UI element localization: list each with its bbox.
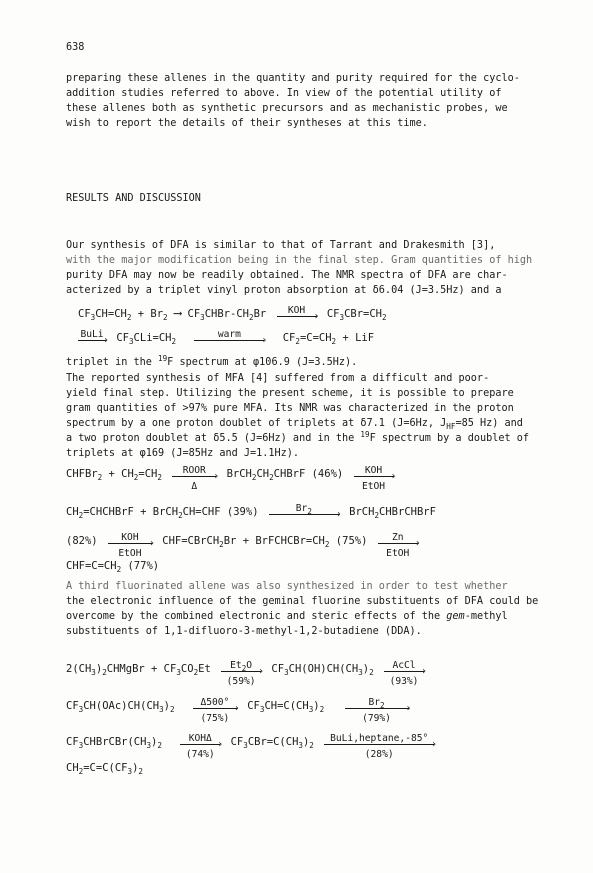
reagent-label: AcCl xyxy=(392,660,416,671)
reagent-label: Et xyxy=(230,660,242,671)
reaction-arrow: $Br_2$ › (79%) xyxy=(345,708,409,709)
reaction-arrow: KOHΔ › (74%) xyxy=(180,744,220,745)
reagent-label: EtOH xyxy=(386,548,410,559)
dfa-19f-line xyxy=(66,355,357,370)
scheme-mfa-line-1: CHFBr$_2$ + $CH_2=CH_2$ ROOR › Δ $BrCH_2CH_2CHBrF$ (46%) KOH › EtOH xyxy=(66,465,397,492)
text-line: the electronic influence of the geminal fluorine substituents of DFA could be xyxy=(66,596,539,607)
scheme-dda-line-1: $2(CH_3)_2CHMgBr + CF_3CO_2Et$ $Et_2O$ › (59%) $CF_3CH(OH)CH(CH_3)_2$ AcCl › (93%) xyxy=(66,660,428,687)
subscript: 2 xyxy=(380,701,385,710)
reagent-label: Δ500° xyxy=(200,697,230,708)
reagent-label: KOH xyxy=(364,465,383,476)
reaction-arrow: AcCl › (93%) xyxy=(384,671,424,672)
reaction-arrow: $Br_2$ › xyxy=(269,514,339,515)
scheme-mfa-line-4: $CHF=C=CH_2$ (77%) xyxy=(66,560,160,574)
text-line: addition studies referred to above. In view of the potential utility of xyxy=(66,88,502,99)
text-line xyxy=(66,431,536,446)
text-run: spectrum by a one proton doublet of triplets at δ7.1 (J=6Hz, J xyxy=(66,418,447,429)
page-number: 638 xyxy=(66,42,85,53)
reaction-arrow: BuLi,heptane,-85° › (28%) xyxy=(324,744,434,745)
reaction-arrow: KOH › xyxy=(277,316,317,317)
text-line: yield final step. Utilizing the present scheme, it is possible to prepare xyxy=(66,388,514,399)
yield-label: (77%) xyxy=(127,560,160,572)
scheme-dda-line-4: $CH_2=C=C(CF_3)_2$ xyxy=(66,762,143,776)
reagent-label: KOHΔ xyxy=(188,733,212,744)
text-line xyxy=(66,416,536,431)
text-run: a two proton doublet at δ5.5 (J=6Hz) and in the xyxy=(66,433,361,444)
text-line: with the major modification being in the final step. Gram quantities of high xyxy=(66,255,533,266)
scheme-dda-line-3: $CF_3CHBrCBr(CH_3)_2$ KOHΔ › (74%) $CF_3CBr=C(CH_3)_2$ BuLi,heptane,-85° › (28%) xyxy=(66,733,438,760)
text-line: triplets at φ169 (J=85Hz and J=1.1Hz). xyxy=(66,448,300,459)
text-run: =85 Hz) and xyxy=(455,418,523,429)
section-heading: RESULTS AND DISCUSSION xyxy=(66,193,201,204)
yield-label: (74%) xyxy=(185,749,215,760)
text-line: preparing these allenes in the quantity and purity required for the cyclo- xyxy=(66,73,520,84)
reaction-arrow: BuLi › xyxy=(78,340,106,341)
subscript: 2 xyxy=(307,507,312,516)
yield-label: (93%) xyxy=(389,676,419,687)
text-line: Our synthesis of DFA is similar to that of Tarrant and Drakesmith [3], xyxy=(66,240,496,251)
scheme-mfa-line-2: $CH_2=CHCHBrF$ + BrCH$_2$CH=CHF (39%) $Br_2$ › BrCH$_2$CHBrCHBrF xyxy=(66,503,436,520)
reaction-arrow: $Et_2O$ › (59%) xyxy=(221,671,261,672)
subscript: HF xyxy=(446,422,456,431)
text-line: purity DFA may now be readily obtained. The NMR spectra of DFA are char- xyxy=(66,270,508,281)
text-run: F spectrum at φ106.9 (J=3.5Hz). xyxy=(167,357,358,368)
reaction-arrow: ROOR › Δ xyxy=(172,476,216,477)
yield-label: (82%) xyxy=(66,535,98,547)
reagent-label: BuLi,heptane,-85° xyxy=(330,733,429,744)
reagent-label: EtOH xyxy=(118,548,142,559)
italic-text: gem xyxy=(446,611,465,622)
superscript: 19 xyxy=(360,430,370,439)
superscript: 19 xyxy=(158,354,168,363)
scheme-dda-line-2: $CF_3CH(OAc)CH(CH_3)_2$ Δ500° › (75%) $CF_3CH=C(CH_3)_2$ $Br_2$ › (79%) xyxy=(66,697,412,724)
yield-label: (79%) xyxy=(362,713,391,724)
dfa-paragraph xyxy=(66,238,536,298)
scheme-dfa-line-1: $CF_3CH=CH_2 + Br_2$ ⟶ $CF_3CHBr-CH_2Br$ KOH › $CF_3CBr=CH_2$ xyxy=(78,305,387,322)
scheme-mfa-line-3: (82%) KOH › EtOH CHF=CBrCH$_2$Br + $BrFCHCBr=CH_2$ (75%) Zn › EtOH xyxy=(66,532,421,559)
text-run: overcome by the combined electronic and steric effects of the xyxy=(66,611,447,622)
subscript: 2 xyxy=(241,664,247,673)
yield-label: (59%) xyxy=(226,676,256,687)
reagent-label: ROOR xyxy=(182,465,206,476)
reaction-arrow: Δ500° › (75%) xyxy=(193,708,237,709)
text-line: wish to report the details of their syntheses at this time. xyxy=(66,118,428,129)
reagent-label: Br xyxy=(368,697,381,708)
yield-label: (28%) xyxy=(364,749,394,760)
text-line: substituents of 1,1-difluoro-3-methyl-1,2-butadiene (DDA). xyxy=(66,626,422,637)
yield-label: (75%) xyxy=(200,713,230,724)
reaction-arrow: KOH › EtOH xyxy=(354,476,394,477)
text-run: triplet in the xyxy=(66,357,159,368)
reagent-label: KOH xyxy=(121,532,139,543)
scheme-dfa-line-2: BuLi › $CF_3CLi=CH_2$ warm › $CF_2=C=CH_2$ + LiF xyxy=(78,331,374,346)
reagent-label: EtOH xyxy=(361,481,386,492)
text-line: A third fluorinated allene was also synthesized in order to test whether xyxy=(66,581,508,592)
dda-paragraph xyxy=(66,579,539,639)
reagent-label: Zn xyxy=(391,532,404,543)
reagent-label: BuLi xyxy=(80,329,104,340)
yield-label: (39%) xyxy=(226,506,259,518)
text-line xyxy=(66,609,536,624)
reaction-arrow: Zn › EtOH xyxy=(378,543,418,544)
text-line: these allenes both as synthetic precursors and as mechanistic probes, we xyxy=(66,103,508,114)
yield-label: (46%) xyxy=(311,468,344,480)
text-line: The reported synthesis of MFA [4] suffered from a difficult and poor- xyxy=(66,373,490,384)
text-line: acterized by a triplet vinyl proton absorption at δ6.04 (J=3.5Hz) and a xyxy=(66,285,502,296)
reaction-arrow: warm › xyxy=(194,340,264,341)
text-run: -methyl xyxy=(464,611,508,622)
reagent-label: KOH xyxy=(287,305,306,316)
reagent-label: Δ xyxy=(191,481,198,492)
mfa-paragraph xyxy=(66,371,536,461)
text-run: F spectrum by a doublet of xyxy=(369,433,530,444)
yield-label: (75%) xyxy=(335,535,368,547)
reagent-label: warm xyxy=(217,329,241,340)
reaction-arrow: KOH › EtOH xyxy=(108,543,152,544)
reagent-label: Br xyxy=(295,503,308,514)
text-line: gram quantities of >97% pure MFA. Its NMR was characterized in the proton xyxy=(66,403,514,414)
intro-paragraph xyxy=(66,71,536,131)
